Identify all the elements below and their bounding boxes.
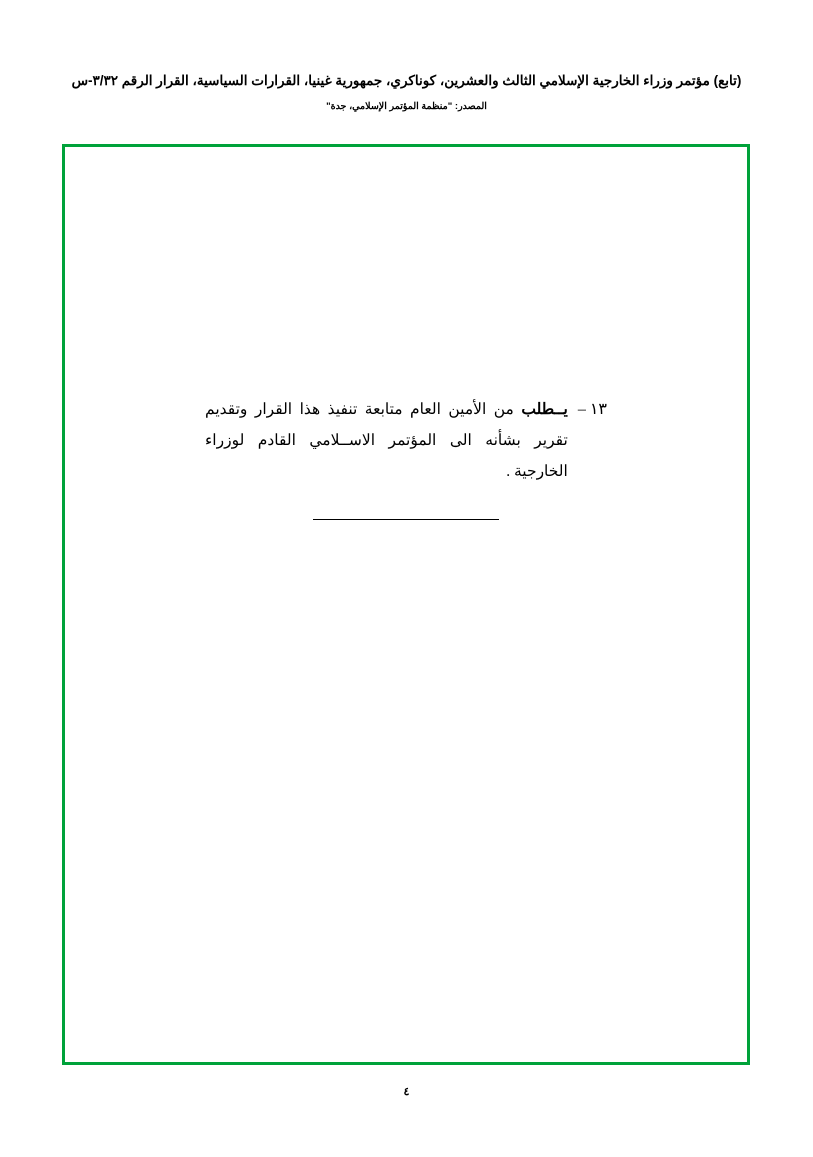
page-header — [0, 72, 813, 113]
clause-item — [205, 394, 607, 487]
clause-number: ١٣ – — [577, 401, 607, 418]
header-title-line: (تابع) مؤتمر وزراء الخارجية الإسلامي الثالث والعشرين، كوناكري، جمهورية غينيا، القرارات السياسية، القرار الرقم ٢٣/٣-س — [71, 73, 742, 88]
document-body — [205, 394, 607, 487]
clause-lead-word: يــطلب — [521, 401, 568, 418]
section-divider — [65, 519, 747, 520]
header-source-line: المصدر: "منظمة المؤتمر الإسلامي، جدة" — [326, 100, 487, 112]
divider-line — [313, 519, 499, 520]
clause-body-text: من الأمين العام متابعة تنفيذ هذا القرار وتقديم تقرير بشأنه الى المؤتمر الاســلامي القادم لوزراء الخارجية . — [205, 401, 568, 480]
clause-text — [205, 394, 568, 487]
page-number: ٤ — [403, 1086, 410, 1098]
green-content-frame — [62, 144, 750, 1065]
